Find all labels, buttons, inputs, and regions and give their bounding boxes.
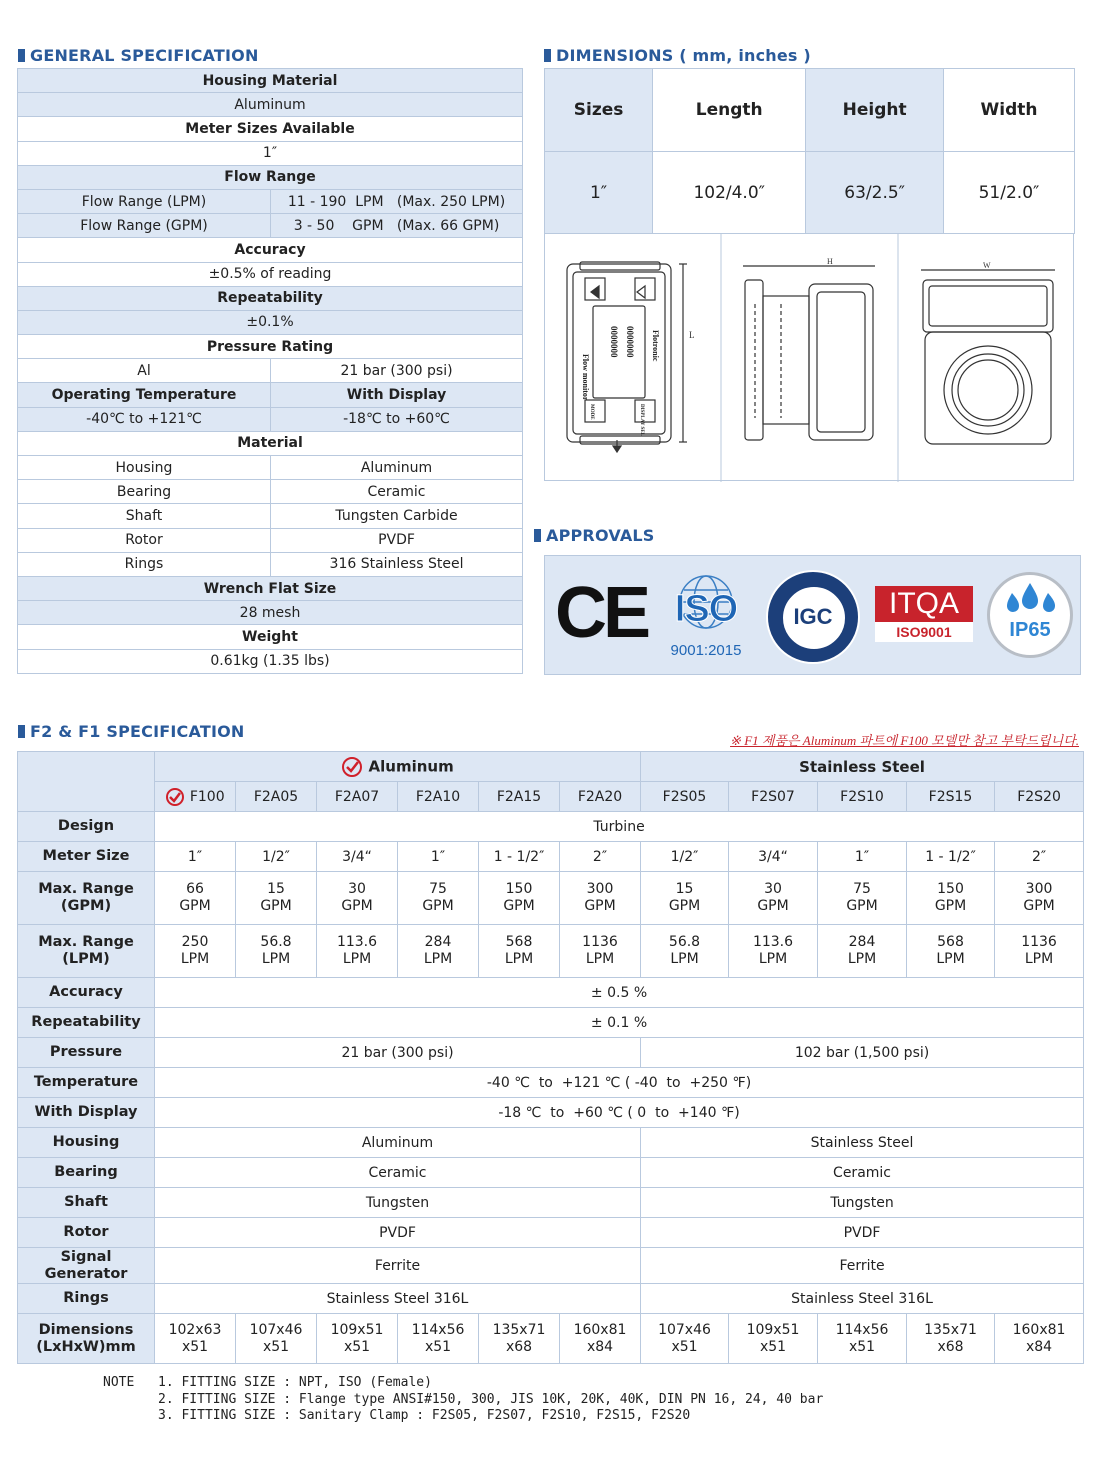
material-value: 316 Stainless Steel (271, 552, 523, 576)
section-marker-icon (534, 529, 541, 542)
row-label-dimensions: Dimensions (LxHxW)mm (18, 1314, 155, 1364)
gpm-cell: 300 GPM (995, 872, 1084, 925)
row-label-meter-size: Meter Size (18, 842, 155, 872)
model-header: F2S15 (907, 782, 995, 812)
model-header: F2S10 (818, 782, 907, 812)
design-value: Turbine (155, 812, 1084, 842)
lpm-cell: 56.8 LPM (641, 925, 729, 978)
signal-al: Ferrite (155, 1248, 641, 1284)
group-stainless: Stainless Steel (641, 752, 1084, 782)
dim-cell: 107x46 x51 (236, 1314, 317, 1364)
drawing-display-label: DISPLAY SEL (639, 404, 644, 437)
dim-cell: 160x81 x84 (560, 1314, 641, 1364)
rings-ss: Stainless Steel 316L (641, 1284, 1084, 1314)
row-label-signal-generator: Signal Generator (18, 1248, 155, 1284)
lpm-cell: 1136 LPM (995, 925, 1084, 978)
row-label-pressure: Pressure (18, 1038, 155, 1068)
shaft-ss: Tungsten (641, 1188, 1084, 1218)
shaft-al: Tungsten (155, 1188, 641, 1218)
dimensions-title: DIMENSIONS ( mm, inches ) (544, 46, 811, 65)
note-item: 2. FITTING SIZE : Flange type ANSI#150, 300, JIS 10K, 20K, 40K, DIN PN 16, 24, 40 bar (158, 1391, 824, 1407)
meter-sizes-value: 1″ (18, 141, 523, 165)
gpm-cell: 15 GPM (641, 872, 729, 925)
gpm-cell: 75 GPM (818, 872, 907, 925)
iso-logo (661, 574, 751, 664)
material-value: Ceramic (271, 480, 523, 504)
pressure-ss: 102 bar (1,500 psi) (641, 1038, 1084, 1068)
ip65-logo (987, 572, 1073, 658)
row-label-lpm: Max. Range (LPM) (18, 925, 155, 978)
meter-size-row (18, 842, 1084, 872)
flowmeter-drawing (545, 234, 1075, 482)
meter-size-cell: 1/2″ (641, 842, 729, 872)
itqa-sub: ISO9001 (875, 622, 973, 642)
material-row (18, 480, 523, 504)
spec-table (17, 751, 1084, 1364)
lpm-cell: 113.6 LPM (317, 925, 398, 978)
igc-text: IGC (793, 604, 833, 629)
gpm-cell: 300 GPM (560, 872, 641, 925)
drawing-label-l: L (689, 330, 695, 340)
gpm-cell: 66 GPM (155, 872, 236, 925)
meter-size-cell: 1 - 1/2″ (907, 842, 995, 872)
dim-cell: 109x51 x51 (317, 1314, 398, 1364)
housing-al: Aluminum (155, 1128, 641, 1158)
material-part: Rings (18, 552, 271, 576)
dim-value-height: 63/2.5″ (806, 152, 944, 234)
group-aluminum (155, 752, 641, 782)
drawing-brand-label: Flotronic (651, 330, 660, 362)
bearing-ss: Ceramic (641, 1158, 1084, 1188)
gpm-cell: 30 GPM (317, 872, 398, 925)
row-label-design: Design (18, 812, 155, 842)
meter-size-cell: 2″ (560, 842, 641, 872)
spec-title: F2 & F1 SPECIFICATION (18, 722, 245, 741)
meter-size-cell: 1/2″ (236, 842, 317, 872)
material-value: Aluminum (271, 456, 523, 480)
model-name: F100 (189, 788, 225, 805)
lpm-cell: 568 LPM (479, 925, 560, 978)
ip65-text: IP65 (1009, 619, 1051, 641)
group-aluminum-label: Aluminum (368, 757, 454, 775)
dim-value-length: 102/4.0″ (653, 152, 806, 234)
op-temp-label: Operating Temperature (18, 383, 271, 407)
igc-logo (766, 570, 860, 664)
material-row (18, 456, 523, 480)
housing-material-label: Housing Material (18, 69, 523, 93)
dim-cell: 102x63 x51 (155, 1314, 236, 1364)
drawing-device-label: Flow monitor (581, 354, 590, 401)
bearing-al: Ceramic (155, 1158, 641, 1188)
dim-header-height: Height (806, 69, 944, 152)
material-row (18, 504, 523, 528)
housing-ss: Stainless Steel (641, 1128, 1084, 1158)
model-header (155, 782, 236, 812)
meter-sizes-label: Meter Sizes Available (18, 117, 523, 141)
row-label-temperature: Temperature (18, 1068, 155, 1098)
lpm-cell: 56.8 LPM (236, 925, 317, 978)
accuracy-value: ± 0.5 % (155, 978, 1084, 1008)
model-header: F2S05 (641, 782, 729, 812)
accuracy-label: Accuracy (18, 238, 523, 262)
with-display-value: -18℃ to +60℃ (271, 407, 523, 431)
material-value: PVDF (271, 528, 523, 552)
model-header: F2S20 (995, 782, 1084, 812)
note-label: NOTE (103, 1375, 135, 1390)
model-header: F2A07 (317, 782, 398, 812)
lpm-cell: 250 LPM (155, 925, 236, 978)
section-marker-icon (18, 725, 25, 738)
material-row (18, 528, 523, 552)
dim-cell: 135x71 x68 (907, 1314, 995, 1364)
drawing-label-h: H (827, 257, 833, 266)
note-item: 1. FITTING SIZE : NPT, ISO (Female) (158, 1375, 432, 1390)
with-display-label: With Display (271, 383, 523, 407)
dim-cell: 114x56 x51 (398, 1314, 479, 1364)
meter-size-cell: 1″ (818, 842, 907, 872)
meter-size-cell: 3/4“ (317, 842, 398, 872)
gpm-cell: 30 GPM (729, 872, 818, 925)
meter-size-cell: 2″ (995, 842, 1084, 872)
drawing-digits: 0000000 (625, 326, 635, 358)
accuracy-value: ±0.5% of reading (18, 262, 523, 286)
signal-ss: Ferrite (641, 1248, 1084, 1284)
meter-size-cell: 3/4“ (729, 842, 818, 872)
weight-value: 0.61kg (1.35 lbs) (18, 649, 523, 673)
dim-value-width: 51/2.0″ (943, 152, 1074, 234)
lpm-row (18, 925, 1084, 978)
row-label-repeatability: Repeatability (18, 1008, 155, 1038)
section-marker-icon (18, 49, 25, 62)
rings-al: Stainless Steel 316L (155, 1284, 641, 1314)
material-row (18, 552, 523, 576)
material-label: Material (18, 431, 523, 455)
gpm-row (18, 872, 1084, 925)
dim-header-length: Length (653, 69, 806, 152)
model-header: F2A20 (560, 782, 641, 812)
note-item: 3. FITTING SIZE : Sanitary Clamp : F2S05, F2S07, F2S10, F2S15, F2S20 (158, 1408, 691, 1423)
pressure-al: 21 bar (300 psi) (155, 1038, 641, 1068)
material-part: Rotor (18, 528, 271, 552)
row-label-with-display: With Display (18, 1098, 155, 1128)
drawing-label-w: W (983, 261, 991, 270)
water-drop-icon (990, 581, 1070, 621)
dim-cell: 160x81 x84 (995, 1314, 1084, 1364)
itqa-text: ITQA (875, 586, 973, 622)
iso-sub: 9001:2015 (670, 642, 742, 659)
row-label-rings: Rings (18, 1284, 155, 1314)
lpm-cell: 284 LPM (818, 925, 907, 978)
gpm-cell: 150 GPM (907, 872, 995, 925)
iso-text: ISO (674, 588, 738, 630)
meter-size-cell: 1″ (155, 842, 236, 872)
note-list (158, 1375, 823, 1425)
pressure-value: 21 bar (300 psi) (271, 359, 523, 383)
flow-range-label: Flow Range (18, 165, 523, 189)
gpm-cell: 75 GPM (398, 872, 479, 925)
row-label-rotor: Rotor (18, 1218, 155, 1248)
gpm-cell: 15 GPM (236, 872, 317, 925)
pressure-key: Al (18, 359, 271, 383)
spec-corner (18, 752, 155, 812)
meter-size-cell: 1 - 1/2″ (479, 842, 560, 872)
row-label-gpm: Max. Range (GPM) (18, 872, 155, 925)
dim-header-sizes: Sizes (545, 69, 653, 152)
row-label-housing: Housing (18, 1128, 155, 1158)
itqa-logo (875, 586, 973, 642)
pressure-rating-label: Pressure Rating (18, 335, 523, 359)
dim-cell: 114x56 x51 (818, 1314, 907, 1364)
dim-cell: 109x51 x51 (729, 1314, 818, 1364)
flow-gpm-label: Flow Range (GPM) (18, 214, 271, 238)
dimensions-row (18, 1314, 1084, 1364)
weight-label: Weight (18, 625, 523, 649)
material-part: Housing (18, 456, 271, 480)
with-display-value: -18 ℃ to +60 ℃ ( 0 to +140 ℉) (155, 1098, 1084, 1128)
f1-note: ※ F1 제품은 Aluminum 파트에 F100 모델만 참고 부탁드립니다. (730, 733, 1079, 748)
lpm-cell: 1136 LPM (560, 925, 641, 978)
meter-size-cell: 1″ (398, 842, 479, 872)
dim-cell: 107x46 x51 (641, 1314, 729, 1364)
drawing-digits: 0000000 (609, 326, 619, 358)
dim-header-width: Width (943, 69, 1074, 152)
temperature-value: -40 ℃ to +121 ℃ ( -40 to +250 ℉) (155, 1068, 1084, 1098)
dimensions-table (544, 68, 1075, 234)
rotor-ss: PVDF (641, 1218, 1084, 1248)
rotor-al: PVDF (155, 1218, 641, 1248)
repeatability-value: ± 0.1 % (155, 1008, 1084, 1038)
check-icon (165, 787, 185, 807)
approvals-panel (544, 555, 1081, 675)
row-label-shaft: Shaft (18, 1188, 155, 1218)
approvals-title: APPROVALS (534, 526, 655, 545)
repeatability-value: ±0.1% (18, 310, 523, 334)
flow-lpm-value: 11 - 190 LPM (Max. 250 LPM) (271, 189, 523, 213)
row-label-accuracy: Accuracy (18, 978, 155, 1008)
gpm-cell: 150 GPM (479, 872, 560, 925)
op-temp-value: -40℃ to +121℃ (18, 407, 271, 431)
wrench-label: Wrench Flat Size (18, 576, 523, 600)
repeatability-label: Repeatability (18, 286, 523, 310)
section-marker-icon (544, 49, 551, 62)
material-part: Bearing (18, 480, 271, 504)
material-part: Shaft (18, 504, 271, 528)
model-header: F2A05 (236, 782, 317, 812)
model-header: F2A10 (398, 782, 479, 812)
model-header: F2A15 (479, 782, 560, 812)
flow-lpm-label: Flow Range (LPM) (18, 189, 271, 213)
check-icon (341, 756, 363, 778)
drawing-panel (544, 233, 1074, 481)
material-value: Tungsten Carbide (271, 504, 523, 528)
dim-cell: 135x71 x68 (479, 1314, 560, 1364)
lpm-cell: 568 LPM (907, 925, 995, 978)
drawing-mode-label: MODE (589, 404, 594, 420)
lpm-cell: 113.6 LPM (729, 925, 818, 978)
general-spec-table (17, 68, 523, 674)
dim-value-sizes: 1″ (545, 152, 653, 234)
ce-logo: CE (555, 573, 648, 653)
row-label-bearing: Bearing (18, 1158, 155, 1188)
lpm-cell: 284 LPM (398, 925, 479, 978)
flow-gpm-value: 3 - 50 GPM (Max. 66 GPM) (271, 214, 523, 238)
housing-material-value: Aluminum (18, 93, 523, 117)
model-header: F2S07 (729, 782, 818, 812)
general-spec-title: GENERAL SPECIFICATION (18, 46, 259, 65)
wrench-value: 28 mesh (18, 601, 523, 625)
